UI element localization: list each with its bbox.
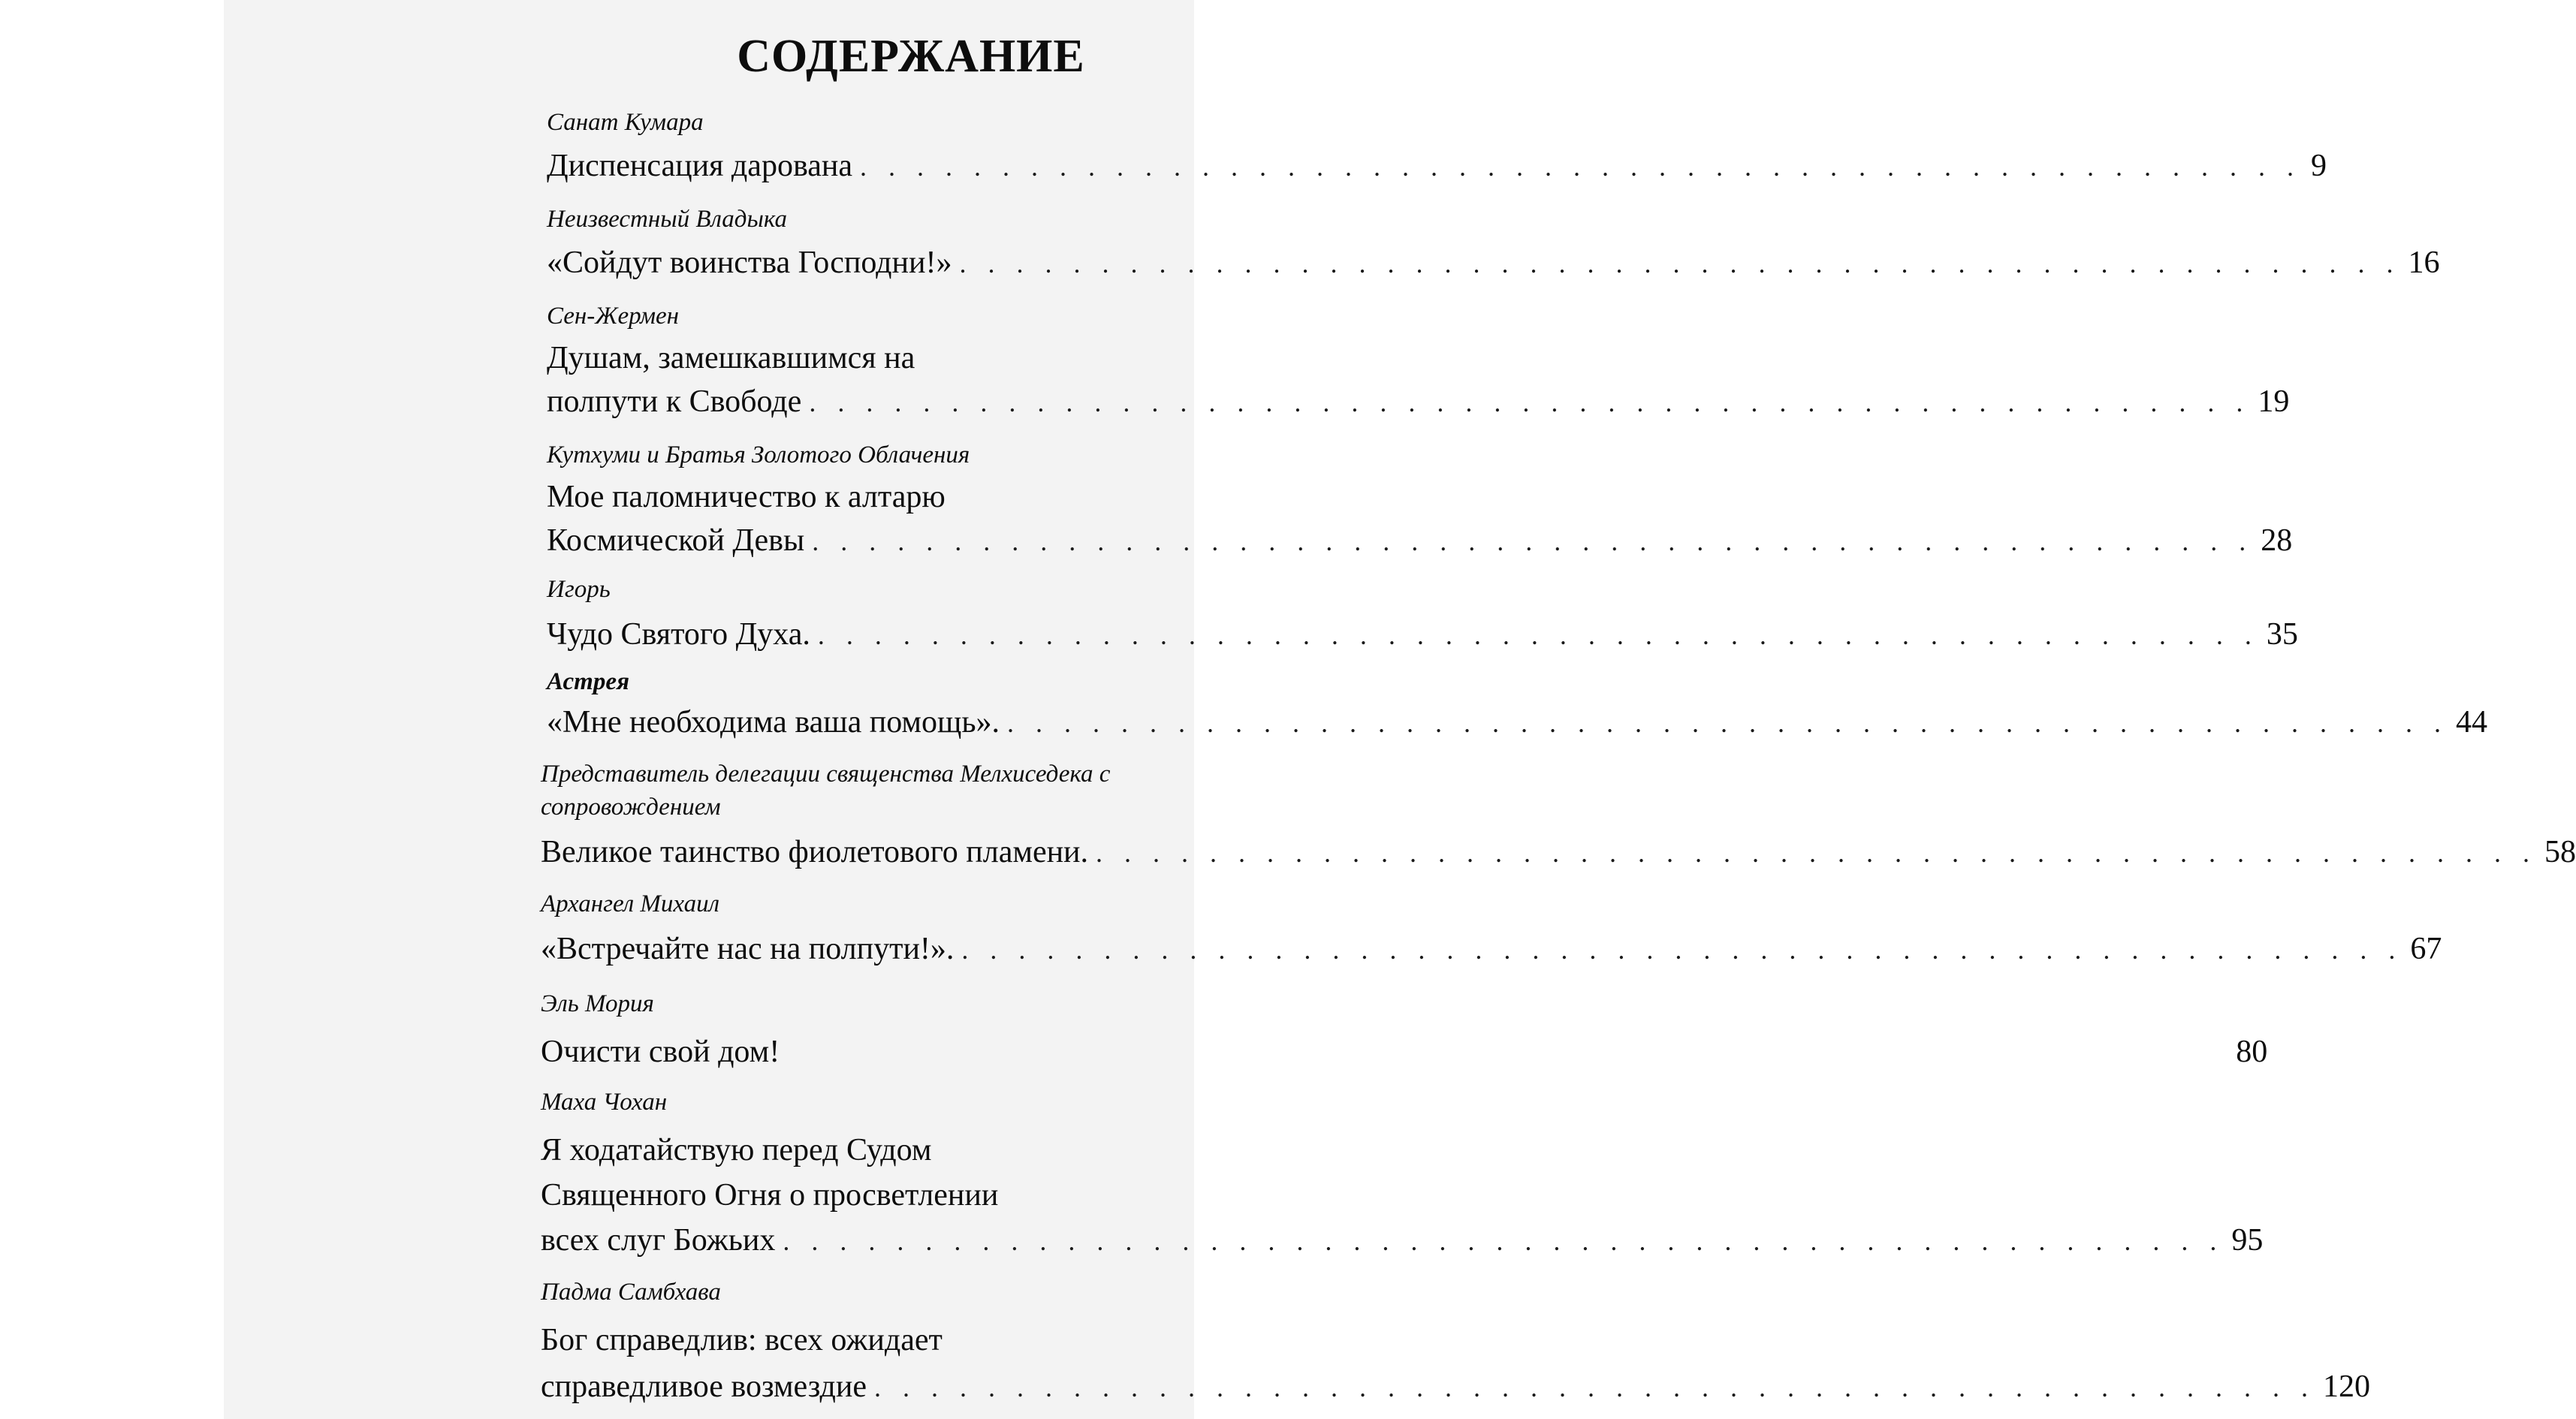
page-number: 9 <box>2310 149 2327 183</box>
entry-line <box>547 381 2290 423</box>
entry-author: Кутхуми и Братья Золотого Облачения <box>547 441 970 468</box>
entry-title: Мое паломничество к алтарю <box>547 480 946 514</box>
page-number: 120 <box>2323 1369 2371 1404</box>
entry-author: Эль Мория <box>541 990 654 1017</box>
entry-author: Игорь <box>547 576 611 603</box>
dot-leader <box>812 520 2253 562</box>
entry-title: Чудо Святого Духа. <box>547 617 810 652</box>
entry-author: Представитель делегации священства Мелхиседека с сопровождением <box>541 761 1111 821</box>
page-number: 67 <box>2410 932 2442 966</box>
entry-line <box>541 1219 2264 1262</box>
entry-author: Санат Кумара <box>547 109 704 136</box>
page-number: 80 <box>2236 1035 2268 1069</box>
toc-entry <box>541 1276 2371 1408</box>
toc-entry <box>541 1086 2264 1262</box>
entry-title: «Сойдут воинства Господни!» <box>547 246 952 280</box>
toc-entry <box>541 887 2442 971</box>
entry-line <box>541 831 2576 874</box>
toc-entry <box>541 987 2268 1074</box>
entry-author: Астрея <box>547 668 629 695</box>
entry-title: «Мне необходима ваша помощь». <box>547 705 1000 740</box>
toc-entry <box>541 758 2576 874</box>
page-number: 19 <box>2258 384 2290 419</box>
entry-title: Священного Огня о просветлении <box>541 1178 999 1213</box>
entry-line <box>547 613 2298 656</box>
dot-leader <box>818 614 2259 656</box>
entry-title: Душам, замешкавшимся на <box>547 341 915 375</box>
book-page <box>224 0 2576 1419</box>
table-of-contents <box>541 30 2576 1408</box>
dot-leader <box>809 381 2250 423</box>
page-number: 35 <box>2266 617 2298 652</box>
entry-line <box>541 1174 1253 1216</box>
dot-leader <box>860 146 2301 188</box>
entry-title: справедливое возмездие <box>541 1369 867 1404</box>
page-number: 44 <box>2455 705 2487 740</box>
toc-entry <box>547 438 2293 562</box>
entry-author: Сен-Жермен <box>547 303 680 330</box>
entry-line <box>541 1031 2268 1074</box>
entry-line <box>547 337 1253 379</box>
toc-entry <box>547 106 2327 188</box>
page-number: 58 <box>2544 835 2576 869</box>
entry-line <box>541 1366 2371 1408</box>
entry-line <box>541 928 2442 971</box>
toc-entry <box>547 573 2298 656</box>
entry-author: Архангел Михаил <box>541 890 720 917</box>
entry-title: Бог справедлив: всех ожидает <box>541 1323 943 1357</box>
entry-author: Неизвестный Владыка <box>547 206 787 233</box>
dot-leader <box>783 1220 2224 1262</box>
entry-line <box>547 145 2327 188</box>
dot-leader <box>874 1366 2315 1408</box>
entry-author: Маха Чохан <box>541 1089 668 1116</box>
entry-line <box>547 520 2293 562</box>
page-title: СОДЕРЖАНИЕ <box>737 31 1085 82</box>
toc-entry <box>547 203 2440 285</box>
entry-title: Великое таинство фиолетового пламени. <box>541 835 1089 869</box>
page-number: 95 <box>2231 1223 2264 1258</box>
entry-title: «Встречайте нас на полпути!». <box>541 932 955 966</box>
entry-title: Я ходатайствую перед Судом <box>541 1133 932 1167</box>
dot-leader <box>961 929 2403 971</box>
dot-leader <box>959 243 2400 285</box>
entry-line <box>541 1319 1253 1361</box>
page-number: 16 <box>2408 246 2440 280</box>
entry-line <box>547 701 2487 744</box>
entry-line <box>547 242 2440 285</box>
toc-entry <box>547 665 2487 744</box>
entry-title: Диспенсация дарована <box>547 149 852 183</box>
entry-title: всех слуг Божьих <box>541 1223 776 1258</box>
dot-leader <box>1096 832 2537 874</box>
entry-title: Космической Девы <box>547 523 805 558</box>
entry-author: Падма Самбхава <box>541 1279 721 1306</box>
page-number: 28 <box>2261 523 2293 558</box>
dot-leader <box>1007 702 2448 744</box>
entry-title: Очисти свой дом! <box>541 1035 780 1069</box>
entry-title: полпути к Свободе <box>547 384 802 419</box>
entry-line <box>547 476 1253 518</box>
toc-entry <box>547 300 2290 423</box>
entry-line <box>541 1129 1253 1171</box>
